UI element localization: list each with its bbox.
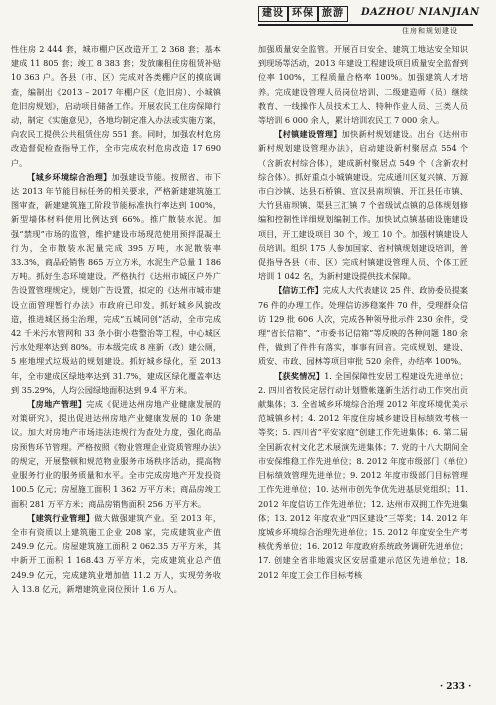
paragraph: 加强质量安全监管。开展百日安全、建筑工地达安全知识到现场等活动，2013 年建设工程建设项目质量安全监督到位率 100%，工程质量合格率 100%。加强建筑人才培养。完成建设管理人员岗位培训、二级建造师（员）继续教育、一线操作人员技术工人、特种作业人员、三类人员等培训 6 000 余人，累计培训农民工 7 000 余人。: [258, 44, 468, 126]
section-tabs: [258, 6, 348, 22]
paragraph-text: 1. 全国保障性安居工程建设先进单位；2. 四川省牧民定居行动计划暨帐篷新生活行动工作突出贡献集体；3. 全省城乡环境综合治理 2012 年度环境优美示范城镇乡村；4. 2012 年度住房城乡建设目标绩效考核一等奖；5. 四川省“平安家庭”创建工作先进集体；6. 第二届全国新农村文化艺术展演先进集体；7. 党的十八大期间全市安保维稳工作先进单位；8. 2012 年度市级部门（单位）目标绩效管理先进单位；9. 2012 年度市级部门目标管理工作先进单位；10. 达州市创先争优先进基层党组织；11. 2012 年度信访工作先进单位；12. 达州市双拥工作先进集体；13. 2012 年度农业“四区建设”三等奖；14. 2012 年度城乡环境综合治理先进单位；15. 2012 年度安全生产考核优秀单位；16. 2012 年度政府系统政务调研先进单位；17. 创建全省非地震灾区安居重建示范区先进单位；18. 2012 年度工会工作目标考核: [258, 370, 468, 580]
paragraph: [258, 369, 468, 582]
section-label: 环保: [288, 6, 318, 22]
journal-title: DAZHOU NIANJIAN: [361, 7, 480, 18]
paragraph: [11, 511, 221, 596]
section-label: 建设: [258, 6, 288, 22]
paragraph: [258, 283, 468, 368]
page-number: · 233 ·: [440, 682, 472, 692]
paragraph-text: 做大做强建筑产业。至 2013 年，全市有资质以上建筑施工企业 208 家，完成建筑业产值 249.9 亿元。房屋建筑施工面积 2 062.35 万平方米，其中新开工面积 1 168.43 万平方米，完成建筑业总产值 249.9 亿元，完成建筑业增加值 11.2 万人，实现劳务收入 13.8 亿元，新增建筑业岗位预计 1.6 万人。: [11, 512, 221, 594]
paragraph-text: 完成人大代表建议 25 件、政协委员提案 76 件的办理工作。处理信访涉稳案件 70 件，受理群众信访 129 批 606 人次，完成各种领导批示件 230 余件，受理“省长信箱”、“市委书记信箱”等反映的各种问题 180 余件，做到了件件有落实，事事有回音。完成规划、建设、质安、市政、园林等项目审批 520 余件，办结率 100%。: [258, 285, 468, 367]
section-heading: 【城乡环境综合治理】: [27, 171, 112, 182]
section-heading: 【村镇建设管理】: [274, 129, 342, 140]
section-label: 旅游: [318, 6, 348, 22]
paragraph-text: 加强建设节能。按照省、市下达 2013 年节能目标任务的相关要求，严格新建建筑施工图审查，新建建筑施工阶段节能标准执行率达到 100%，新型墙体材料使用比例达到 66%。推广散装水泥。加强“禁现”市场的监管，维护建设市场现范使用预拌混凝土行为，全市散装水泥量完成 395 万吨，水泥散装率 33.3%，商品砼销售 865 万立方米，水泥生产总量 1 186 万吨。抓好生态环境建设。严格执行《达州市城区户外广告设置管理规定》，规划广告设置，拟定的《达州市城市建设立面管理暂行办法》市政府已印发。抓好城乡风貌改造，推进城区扬尘治理，完成“五城同创”活动，全市完成 42 千米污水管网和 33 条小街小巷整治等工程，中心城区污水处理率达到 80%。市本级完成 8 座新（改）建公厕，5 座地埋式垃圾站的规划建设。抓好城乡绿化，至 2013 年，全市建成区绿地率达到 31.7%，建成区绿化覆盖率达到 35.29%，人均公园绿地面积达到 9.4 平方米。: [11, 171, 221, 395]
paragraph-text: 加快新村规划建设。出台《达州市新村规划建设管理办法》，启动建设新村聚居点 554 个（含新农村综合体），建成新村聚居点 549 个（含新农村综合体）。抓好重点小城镇建设。完成通川区复兴镇、万源市白沙镇、达县石桥镇、宣汉县南坝镇、开江县任市镇、大竹县庙坝镇、渠县三汇镇 7 个省级试点镇的总体规划修编和控制性详细规划编制工作。加快试点镇基础设施建设项目，开工建设项目 30 个，竣工 10 个。加强村镇建设人员培训。组织 175 人参加国家、省村镇规划建设培训，普促指导各县（市、区）完成村镇建设管理人员、个体工匠培训 1 042 名，为新村建设提供技术保障。: [258, 129, 468, 282]
section-heading: 【房地产管理】: [27, 399, 87, 410]
paragraph: [11, 397, 221, 511]
running-header: [0, 0, 496, 40]
section-heading: 【建筑行业管理】: [27, 512, 95, 523]
paragraph: [258, 127, 468, 283]
left-column: [11, 42, 221, 596]
section-heading: 【获奖情况】: [274, 370, 325, 381]
section-heading: 【信访工作】: [274, 285, 323, 296]
paragraph-text: 完成《促进达州房地产业健康发展的对策研究》，提出促进达州房地产业健康发展的 10 条建议。加大对房地产市场违法违规行为查处力度，强化商品房预售环节管理。严格按照《物业管理企业资质管理办法》的规定，开展整顿和规范物业服务市场秩序活动，提高物业服务行业的服务质量和水平。全市完成房地产开发投资 100.5 亿元；房屋施工面积 1 362 万平方米；商品房竣工面积 281 万平方米；商品房销售面积 256 万平方米。: [11, 399, 221, 509]
paragraph: [11, 170, 221, 397]
paragraph: 性住房 2 444 套，城市棚户区改造开工 2 368 套；基本建成 11 805 套；竣工 8 383 套；发放廉租住房租赁补贴 10 363 户。各县（市、区）完成对各类棚户区的摸底调查，编制出《2013 – 2017 年棚户区（危旧房）、小城镇危旧房规划》，启动项目储备工作。开展农民工住房保障行动，制定《实施意见》，各地均制定准入办法或实施方案，向农民工提供公共租赁住房 551 套。同时，加强农村危房改造督促检查指导工作，全市完成农村危房改造 17 690 户。: [11, 44, 221, 168]
right-column: [258, 42, 468, 582]
subsection-label: 住房和规划建设: [402, 27, 458, 35]
